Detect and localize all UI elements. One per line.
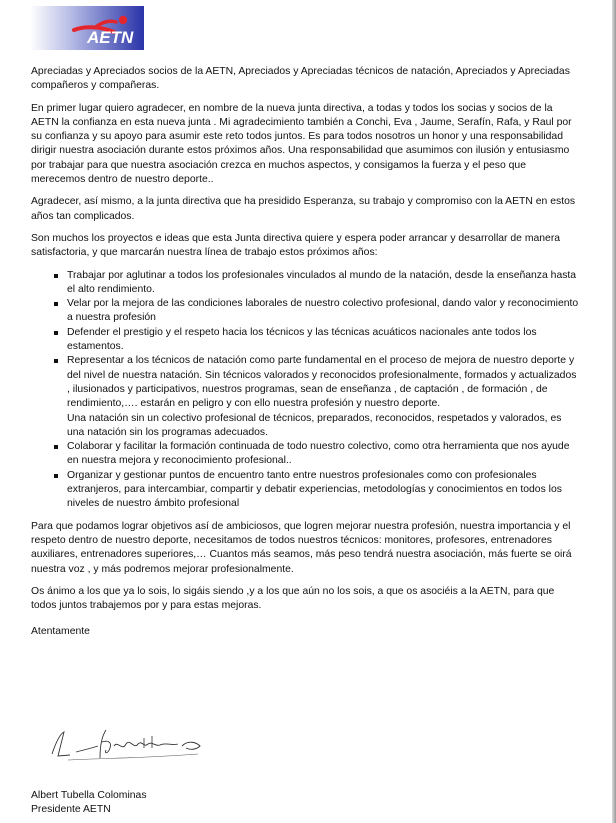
list-item: Velar por la mejora de las condiciones laborales de nuestro colectivo profesional, dando valor y reconocimiento a nuestra profesión: [67, 297, 581, 326]
objectives-list: [31, 269, 581, 512]
salutation: Apreciadas y Apreciados socios de la AETN, Apreciados y Apreciadas técnicos de natación, Apreciados y Apreciadas compañeros y compañeras.: [31, 66, 570, 92]
list-item: Organizar y gestionar puntos de encuentro tanto entre nuestros profesionales como con profesionales extranjeros, para intercambiar, compartir y debatir experiencias, metodologías y conocimientos en todos los niveles de nuestro ámbito profesional: [67, 469, 581, 512]
logo-text: AETN: [87, 28, 134, 47]
list-item: Defender el prestigio y el respeto hacia los técnicos y las técnicas acuáticos nacionales ante todos los estamentos.: [67, 326, 581, 355]
signer-block: [31, 789, 147, 818]
aetn-logo: [30, 6, 144, 50]
list-item: [67, 354, 581, 440]
list-item: Trabajar por aglutinar a todos los profesionales vinculados al mundo de la natación, desde la enseñanza hasta el alto rendimiento.: [67, 269, 581, 298]
page-edge: [612, 0, 616, 823]
signer-name: Albert Tubella Colominas: [31, 790, 147, 801]
signer-title: Presidente AETN: [31, 804, 111, 816]
letter-body: [31, 65, 581, 648]
paragraph-projects: Son muchos los proyectos e ideas que esta Junta directiva quiere y espera poder arrancar y desarrollar de manera satisfactoria, y que marcarán nuestra línea de trabajo estos próximos años:: [31, 232, 561, 259]
closing: Atentamente: [31, 626, 90, 638]
paragraph-invitation: Os ánimo a los que ya lo sois, lo sigáis siendo ,y a los que aún no los sois, a que os asociéis a la AETN, para que todos juntos trabajemos por y para estas mejoras.: [31, 585, 555, 612]
paragraph-previous-board: Agradecer, así mismo, a la junta directiva que ha presidido Esperanza, su trabajo y compromiso con la AETN en estos años tan complicados.: [31, 196, 576, 222]
signature-image: [48, 724, 208, 764]
paragraph-thanks: En primer lugar quiero agradecer, en nombre de la nueva junta directiva, a todas y todos los socias y socios de la AETN la confianza en esta nueva junta . Mi agradecimiento también a Conchi, Eva , Jaume, Serafín, Rafa, y Raul por su confianza y su apoyo para asumir este reto todos juntos. Es para todos nosotros un honor y una responsabilidad dirigir nuestra asociación durante estos próximos años. Una responsabilidad que asumimos con ilusión y entusiasmo por trabajar para que nuestra asociación crezca en muchos aspectos, y consigamos la fuerza y el peso que merecemos dentro de nuestro deporte..: [31, 102, 572, 186]
paragraph-goals: Para que podamos lograr objetivos así de ambiciosos, que logren mejorar nuestra profesión, nuestra importancia y el respeto dentro de nuestro deporte, necesitamos de todos nuestros técnicos: monitores, profesores, entrenadores auxiliares, entrenadores superiores,… Cuantos más seamos, más peso tendrá nuestra asociación, más fuerte se oirá nuestra voz , y más podremos mejorar profesionalmente.: [31, 520, 572, 575]
list-item: Colaborar y facilitar la formación continuada de todo nuestro colectivo, como otra herramienta que nos ayude en nuestra mejora y reconocimiento profesional..: [67, 440, 581, 469]
list-item-extra: Una natación sin un colectivo profesional de técnicos, preparados, reconocidos, respetados y valorados, es una natación sin los programas adecuados.: [67, 412, 562, 438]
list-item-text: Representar a los técnicos de natación como parte fundamental en el proceso de mejora de nuestro deporte y del nivel de nuestra natación. Sin técnicos valorados y reconocidos profesionalmente, formados y actualizados , ilusionados y participativos, nuestros programas, sean de enseñanza , de captación , de formación , de rendimiento,…. estarán en peligro y con ello nuestra profesión y nuestro deporte.: [67, 355, 577, 410]
